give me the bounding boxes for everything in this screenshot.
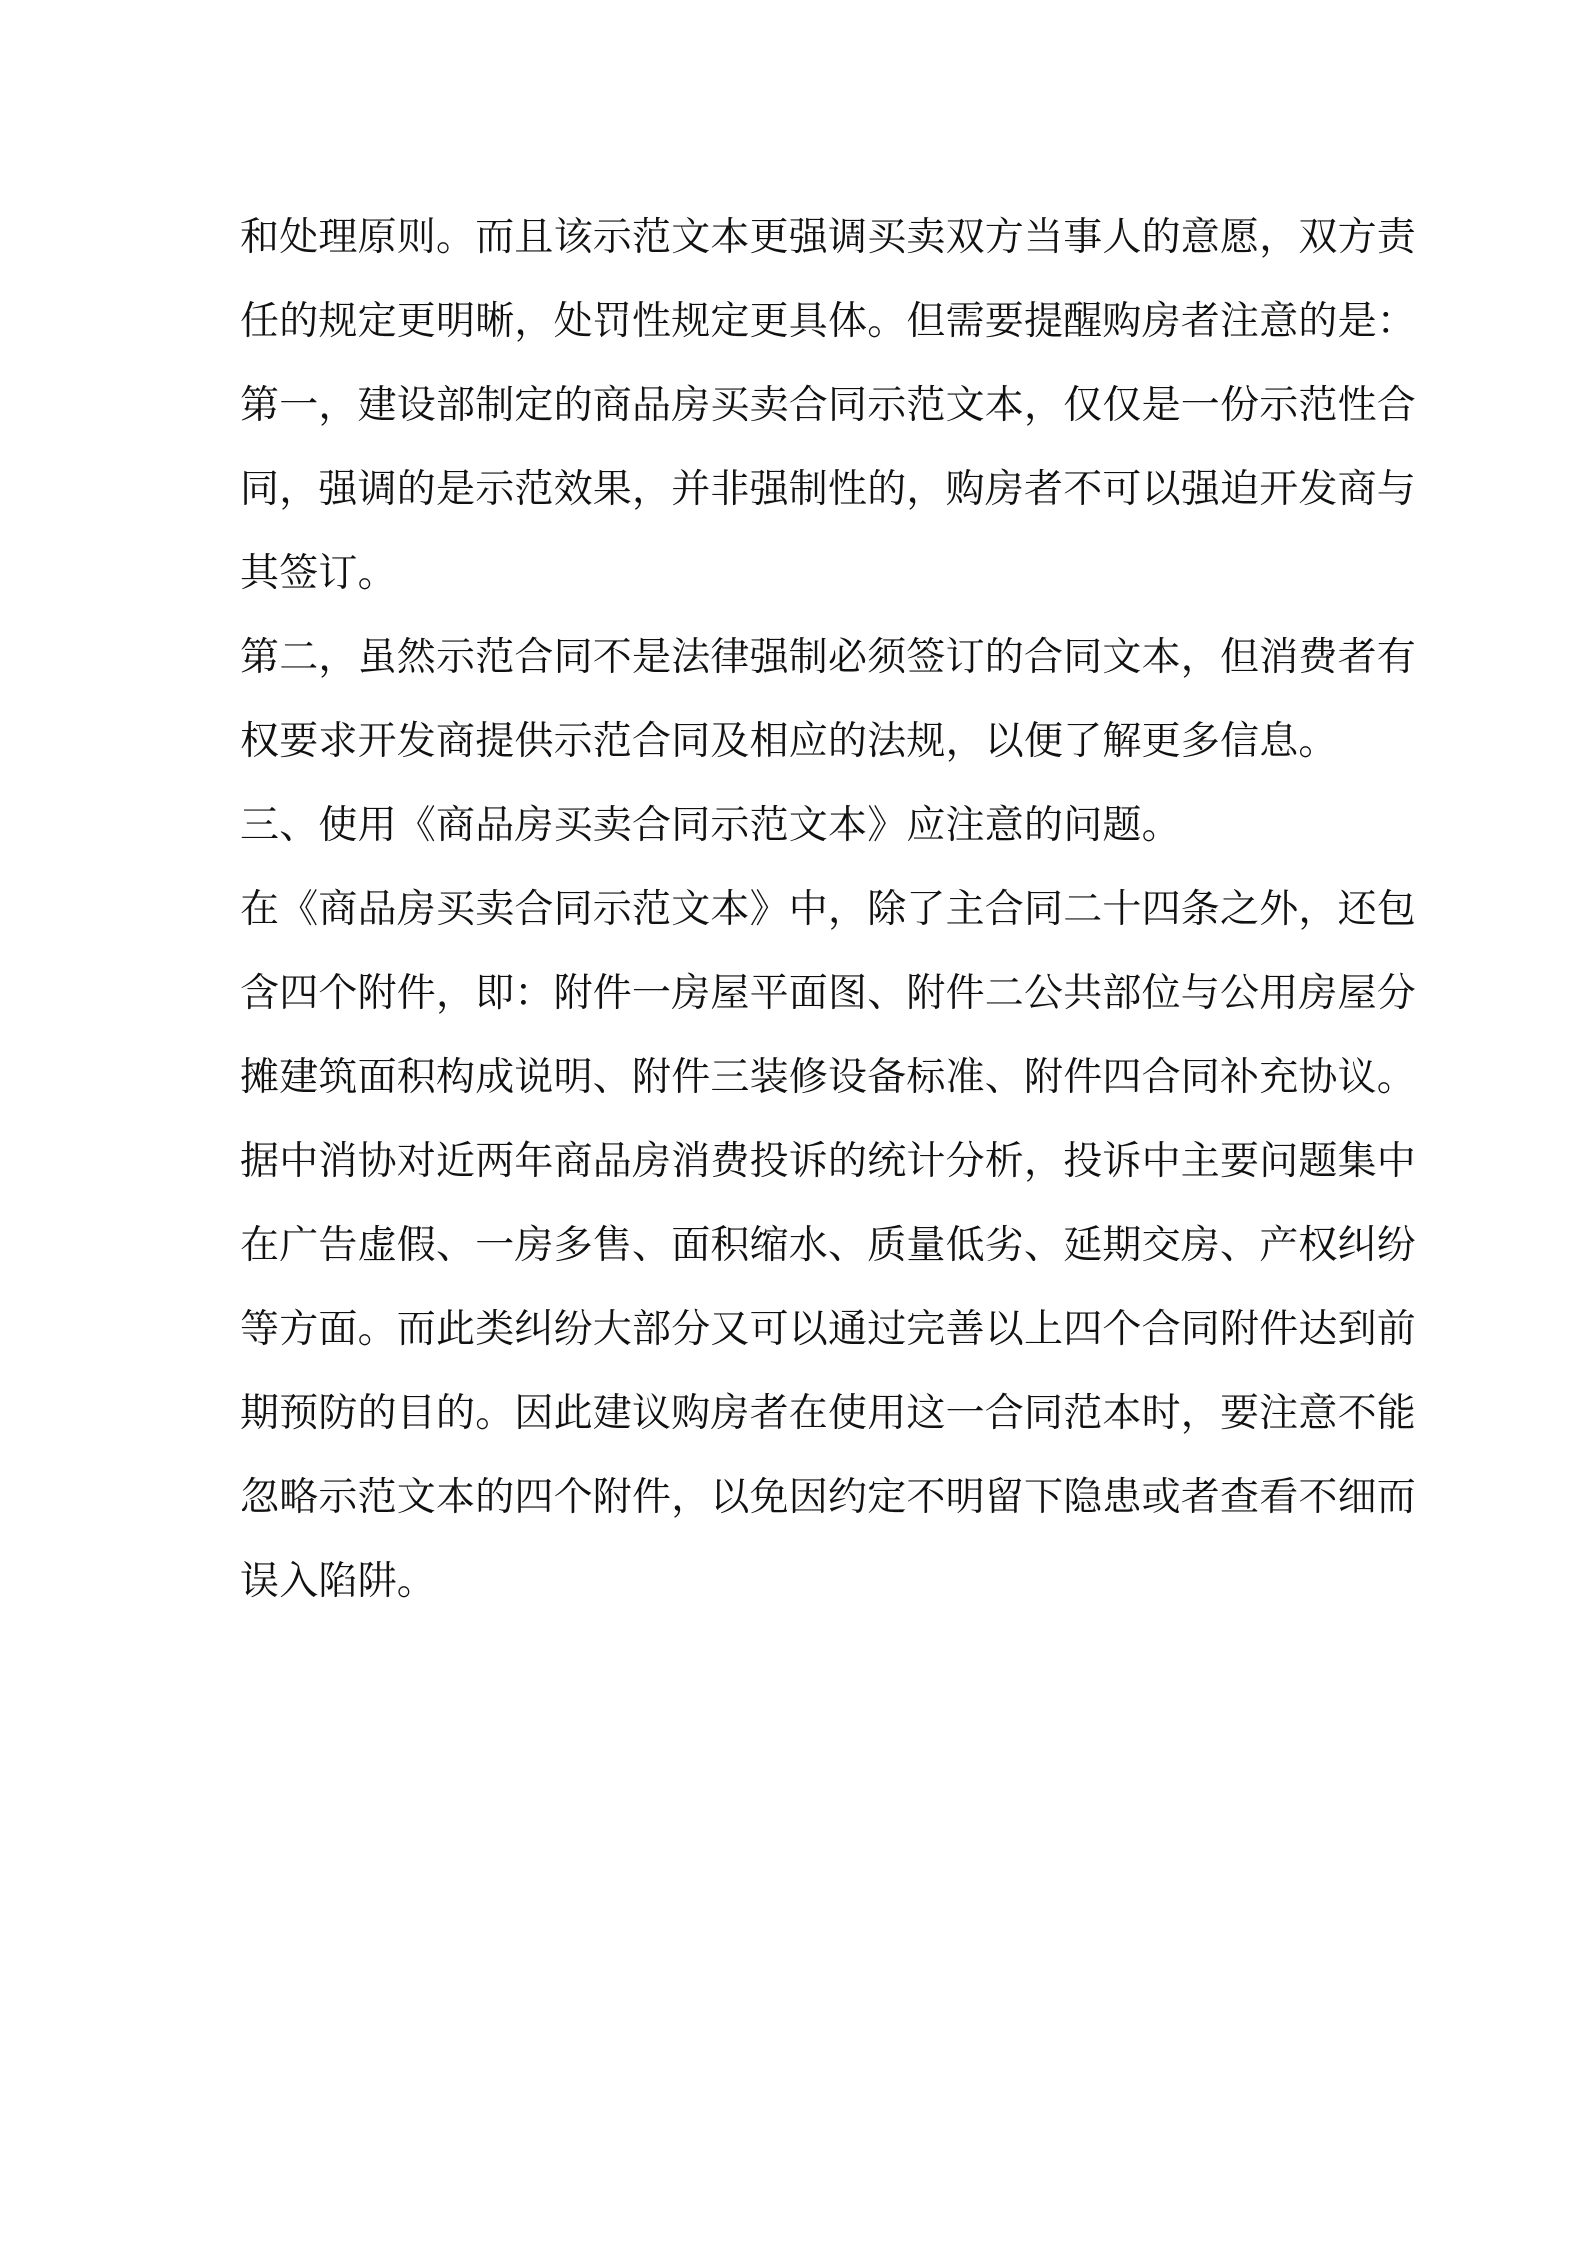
text-line: 忽略示范文本的四个附件，以免因约定不明留下隐患或者查看不细而: [240, 1475, 1417, 1520]
text-line: 摊建筑面积构成说明、附件三装修设备标准、附件四合同补充协议。: [240, 1055, 1417, 1100]
text-line: 等方面。而此类纠纷大部分又可以通过完善以上四个合同附件达到前: [240, 1307, 1417, 1352]
text-line: 误入陷阱。: [240, 1559, 437, 1604]
text-line: 在《商品房买卖合同示范文本》中，除了主合同二十四条之外，还包: [240, 887, 1417, 932]
text-line: 据中消协对近两年商品房消费投诉的统计分析，投诉中主要问题集中: [240, 1139, 1417, 1184]
text-line: 同，强调的是示范效果，并非强制性的，购房者不可以强迫开发商与: [240, 467, 1417, 512]
text-line: 第二，虽然示范合同不是法律强制必须签订的合同文本，但消费者有: [240, 635, 1417, 680]
text-line: 第一，建设部制定的商品房买卖合同示范文本，仅仅是一份示范性合: [240, 383, 1417, 428]
text-line: 含四个附件，即：附件一房屋平面图、附件二公共部位与公用房屋分: [240, 971, 1417, 1016]
text-line: 在广告虚假、一房多售、面积缩水、质量低劣、延期交房、产权纠纷: [240, 1223, 1417, 1268]
text-line: 权要求开发商提供示范合同及相应的法规，以便了解更多信息。: [240, 719, 1338, 764]
text-line: 和处理原则。而且该示范文本更强调买卖双方当事人的意愿，双方责: [240, 215, 1417, 260]
section-heading: 三、使用《商品房买卖合同示范文本》应注意的问题。: [240, 803, 1181, 848]
text-line: 其签订。: [240, 551, 397, 596]
text-line: 期预防的目的。因此建议购房者在使用这一合同范本时，要注意不能: [240, 1391, 1417, 1436]
document-body: [240, 196, 1417, 1624]
text-line: 任的规定更明晰，处罚性规定更具体。但需要提醒购房者注意的是：: [240, 299, 1417, 344]
